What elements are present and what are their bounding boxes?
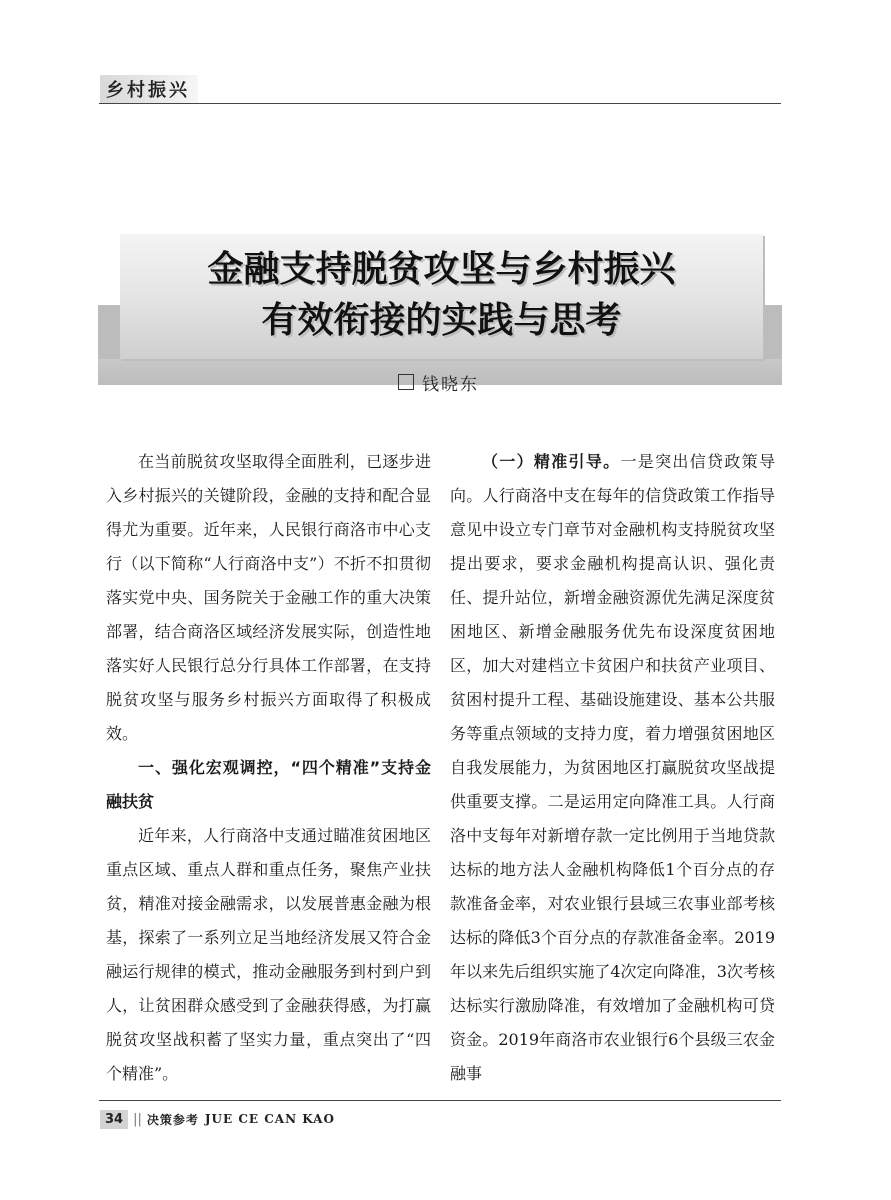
section-tag [100,75,198,103]
body-paragraph-text: 一是突出信贷政策导向。人行商洛中支在每年的信贷政策工作指导意见中设立专门章节对金融机构支持脱贫攻坚提出要求，要求金融机构提高认识、强化责任、提升站位，新增金融资源优先满足深度贫困地区、新增金融服务优先布设深度贫困地区，加大对建档立卡贫困户和扶贫产业项目、贫困村提升工程、基础设施建设、基本公共服务等重点领域的支持力度，着力增强贫困地区自我发展能力，为贫困地区打赢脱贫攻坚战提供重要支撑。二是运用定向降准工具。人行商洛中支每年对新增存款一定比例用于当地贷款达标的地方法人金融机构降低1个百分点的存款准备金率，对农业银行县域三农事业部考核达标的降低3个百分点的存款准备金率。2019年以来先后组织实施了4次定向降准，3次考核达标实行激励降准，有效增加了金融机构可贷资金。2019年商洛市农业银行6个县级三农金融事 [450,452,775,1083]
square-bullet-icon [398,374,414,390]
body-paragraph: 近年来，人行商洛中支通过瞄准贫困地区重点区域、重点人群和重点任务，聚焦产业扶贫，精准对接金融需求，以发展普惠金融为根基，探索了一系列立足当地经济发展又符合金融运行规律的模式，推动金融服务到村到户到人，让贫困群众感受到了金融获得感，为打赢脱贫攻坚战积蓄了坚实力量，重点突出了“四个精准”。 [106,826,431,1083]
article-title-line2: 有效衔接的实践与思考 [261,299,622,341]
journal-pinyin: JUE CE CAN KAO [204,1112,335,1126]
article-title [120,244,763,346]
author-byline [398,370,479,394]
left-column [106,445,431,1091]
header-rule [99,103,781,104]
page-number: 34 [100,1110,128,1129]
journal-name: 决策参考 [146,1112,199,1127]
body-paragraph-precise-guidance [450,445,775,1091]
section-tag-label: 乡村振兴 [106,80,190,101]
author-name: 钱晓东 [422,374,479,395]
right-column [450,445,775,1091]
section-heading-1: 一、强化宏观调控，“四个精准”支持金融扶贫 [106,758,431,811]
intro-paragraph: 在当前脱贫攻坚取得全面胜利，已逐步进入乡村振兴的关键阶段，金融的支持和配合显得尤为重要。近年来，人民银行商洛市中心支行（以下简称“人行商洛中支”）不折不扣贯彻落实党中央、国务院关于金融工作的重大决策部署，结合商洛区域经济发展实际，创造性地落实好人民银行总分行具体工作部署，在支持脱贫攻坚与服务乡村振兴方面取得了积极成效。 [106,452,431,743]
footer-separator: || [133,1111,142,1127]
subheading-precise-guidance: （一）精准引导。 [482,452,621,471]
article-title-line1: 金融支持脱贫攻坚与乡村振兴 [207,248,676,290]
page-footer [100,1109,335,1129]
footer-rule [99,1100,781,1101]
